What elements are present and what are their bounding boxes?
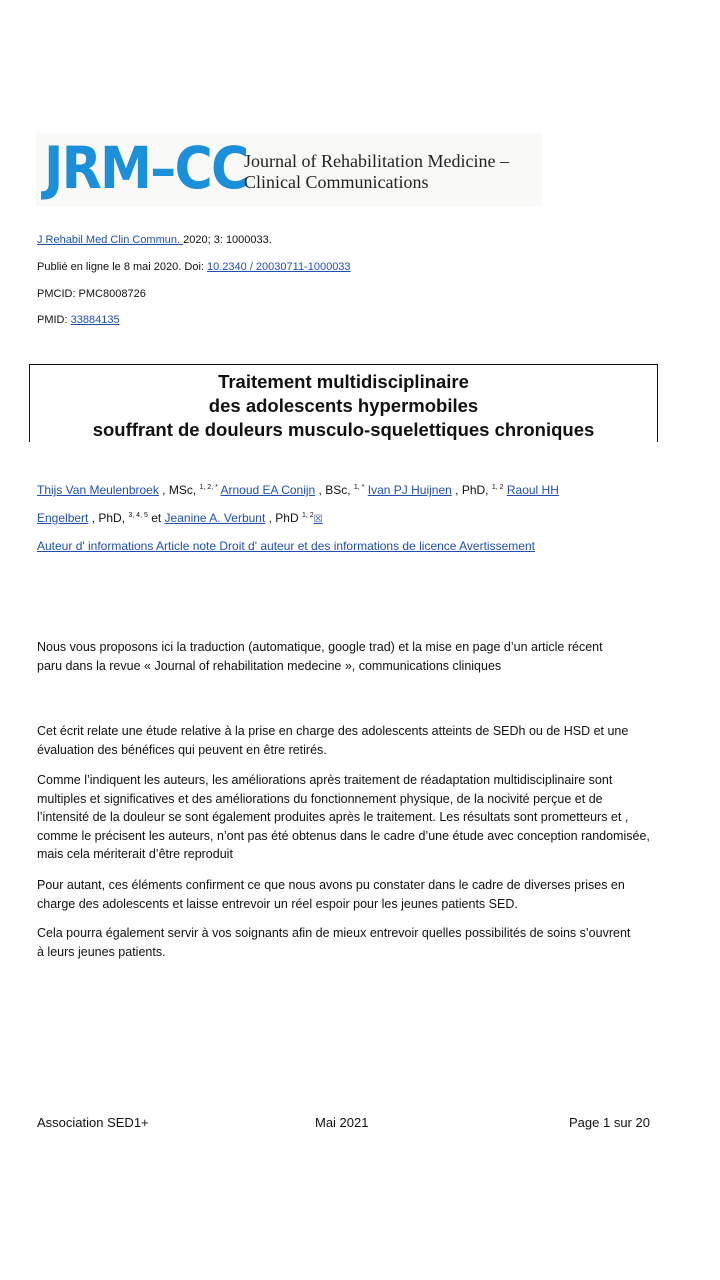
author-link[interactable]: Engelbert (37, 511, 89, 525)
footer-page-number: Page 1 sur 20 (569, 1115, 650, 1130)
doi-link[interactable]: 10.2340 / 20030711-1000033 (207, 261, 351, 273)
authors-line-2 (37, 503, 677, 533)
footer-association: Association SED1+ (37, 1115, 149, 1130)
paragraph-intro: Nous vous proposons ici la traduction (automatique, google trad) et la mise en page d’un article récent paru dans la revue « Journal of rehabilitation medecine », communications cliniques (37, 640, 603, 673)
author-degree: , MSc, (158, 483, 200, 497)
published-text: Publié en ligne le 8 mai 2020. Doi: (37, 261, 207, 273)
journal-name-line1: Journal of Rehabilitation Medicine – (244, 151, 509, 171)
author-conjunction: et (147, 511, 165, 525)
journal-name-line2: Clinical Communications (244, 172, 429, 192)
title-line-2: des adolescents hypermobiles (208, 395, 479, 416)
author-link[interactable]: Arnoud EA Conijn (220, 483, 316, 497)
author-degree: , PhD, (88, 511, 129, 525)
citation-details: 2020; 3: 1000033. (183, 234, 272, 246)
footer-date: Mai 2021 (315, 1115, 369, 1130)
author-affiliation: 1, 2 (491, 484, 504, 491)
author-degree: , PhD, (451, 483, 492, 497)
author-affiliation: 1, 2, * (199, 484, 218, 491)
paragraph-confirmation: Pour autant, ces éléments confirment ce que nous avons pu constater dans le cadre de diverses prises en charge des adolescents et laisse entrevoir un réel espoir pour les jeunes patients SED. (37, 878, 625, 911)
author-affiliation: 1, 2 (301, 512, 314, 519)
published-line (37, 261, 351, 273)
article-info-links[interactable]: Auteur d' informations Article note Droit d' auteur et des informations de licence Avertissement (37, 539, 535, 553)
authors-block (37, 475, 677, 559)
author-affiliation: 3, 4, 5 (128, 512, 148, 519)
title-line-1: Traitement multidisciplinaire (218, 371, 469, 392)
author-link[interactable]: Thijs Van Meulenbroek (37, 483, 159, 497)
citation-line (37, 234, 272, 246)
email-icon[interactable]: ☒ (313, 514, 323, 525)
journal-logo-mark: JRM–CC (44, 134, 248, 202)
pmcid-line: PMCID: PMC8008726 (37, 288, 146, 300)
journal-logo (36, 133, 542, 206)
author-link[interactable]: Ivan PJ Huijnen (367, 483, 452, 497)
title-line-3: souffrant de douleurs musculo-squelettiques chroniques (92, 419, 595, 440)
author-degree: , PhD (265, 511, 302, 525)
authors-line-1 (37, 475, 677, 503)
paragraph-results: Comme l’indiquent les auteurs, les améliorations après traitement de réadaptation multidisciplinaire sont multiples et significatives et des améliorations du fonctionnement physique, de la nocivité perçue et de l’intensité de la douleur se sont également produites après le traitement. Les résultats sont prometteurs et , comme le précisent les auteurs, n’ont pas été obtenus dans le cadre d’une étude avec conception randomisée, mais cela mériterait d’être reproduit (37, 773, 650, 861)
pmid-label: PMID: (37, 314, 71, 326)
pmid-link[interactable]: 33884135 (70, 314, 120, 326)
pmid-line (37, 314, 120, 326)
author-affiliation: 1, * (353, 484, 365, 491)
article-title (29, 364, 658, 442)
authors-line-3 (37, 533, 677, 559)
author-link[interactable]: Raoul HH (506, 483, 559, 497)
citation-link[interactable]: J Rehabil Med Clin Commun. (37, 234, 184, 246)
paragraph-study: Cet écrit relate une étude relative à la prise en charge des adolescents atteints de SEDh ou de HSD et une évaluation des bénéfices qui peuvent en être retirés. (37, 724, 629, 757)
author-link[interactable]: Jeanine A. Verbunt (164, 511, 266, 525)
journal-logo-text (244, 151, 509, 193)
paragraph-caregivers: Cela pourra également servir à vos soignants afin de mieux entrevoir quelles possibilités de soins s’ouvrent à leurs jeunes patients. (37, 926, 631, 959)
author-degree: , BSc, (315, 483, 354, 497)
